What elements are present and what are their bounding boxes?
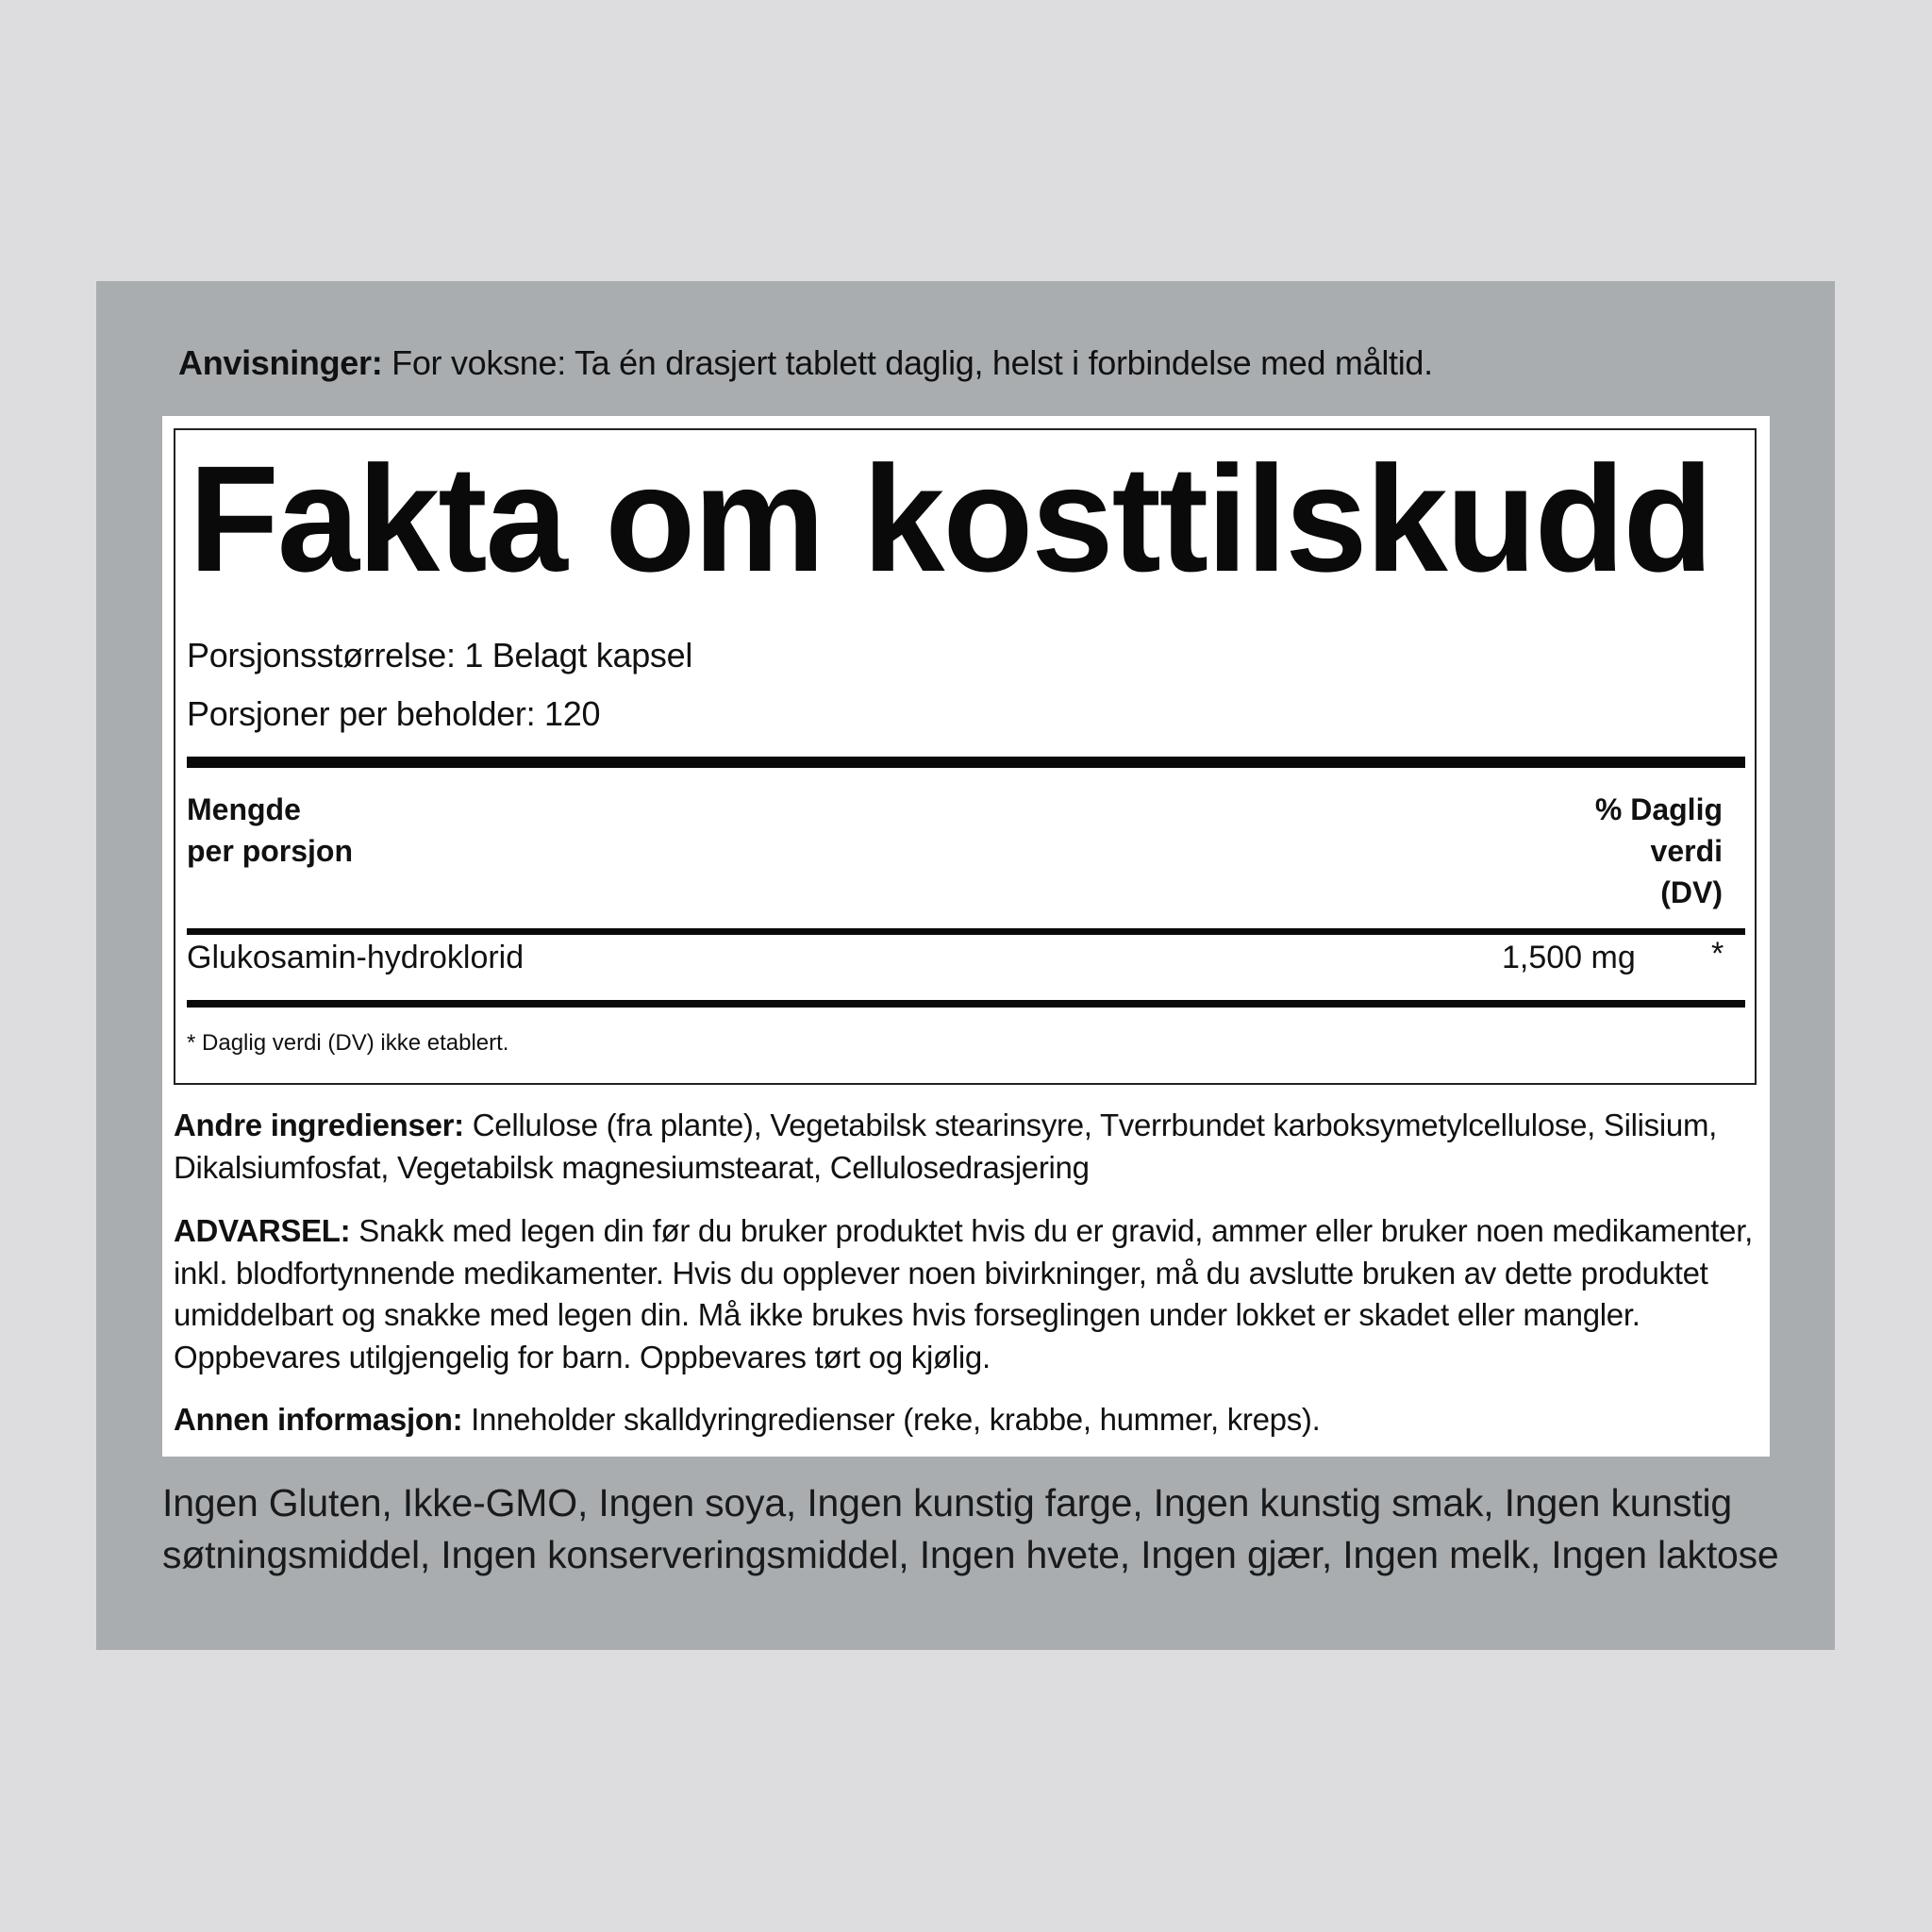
daily-value-header: [1595, 789, 1723, 913]
dv-header-line1: % Daglig: [1594, 792, 1723, 826]
thick-divider: [187, 757, 1745, 768]
amount-header-line1: Mengde: [187, 792, 301, 826]
facts-title: Fakta om kosttilskudd: [189, 434, 1712, 603]
dv-header-line2: verdi: [1650, 834, 1723, 868]
free-from-claims: Ingen Gluten, Ikke-GMO, Ingen soya, Ingen kunstig farge, Ingen kunstig smak, Ingen kunstig søtningsmiddel, Ingen konserveringsmiddel, Ingen hvete, Ingen gjær, Ingen melk, Ingen laktose: [162, 1481, 1779, 1576]
directions-label: Anvisninger:: [178, 343, 383, 382]
other-info-label: Annen informasjon:: [174, 1402, 463, 1437]
amount-per-serving-header: [187, 789, 353, 872]
serving-size: Porsjonsstørrelse: 1 Belagt kapsel: [187, 636, 693, 675]
dv-header-line3: (DV): [1660, 875, 1723, 909]
amount-header-line2: per porsjon: [187, 834, 354, 868]
ingredient-dv: *: [1711, 936, 1724, 972]
supplement-facts-box: [174, 428, 1757, 1085]
header-divider: [187, 928, 1745, 935]
bottom-divider: [187, 1000, 1745, 1008]
warning-text: Snakk med legen din før du bruker produktet hvis du er gravid, ammer eller bruker noen medikamenter, inkl. blodfortynnende medikamenter. Hvis du opplever noen bivirkninger, må du avslutte bruken av dette produktet umiddelbart og snakke med legen din. Må ikke brukes hvis forseglingen under lokket er skadet eller mangler. Oppbevares utilgjengelig for barn. Oppbevares tørt og kjølig.: [174, 1213, 1753, 1374]
directions-body: For voksne: Ta én drasjert tablett daglig, helst i forbindelse med måltid.: [382, 343, 1433, 382]
warning-label: ADVARSEL:: [174, 1213, 351, 1248]
dv-footnote: * Daglig verdi (DV) ikke etablert.: [187, 1030, 509, 1056]
ingredient-amount: 1,500 mg: [1502, 940, 1636, 975]
other-info: [174, 1399, 1768, 1441]
other-info-text: Inneholder skalldyringredienser (reke, krabbe, hummer, kreps).: [462, 1402, 1321, 1437]
servings-per-container: Porsjoner per beholder: 120: [187, 694, 601, 733]
directions-text: [178, 343, 1433, 383]
other-ingredients-label: Andre ingredienser:: [174, 1108, 464, 1142]
other-ingredients: [174, 1105, 1768, 1189]
ingredient-name: Glukosamin-hydroklorid: [187, 940, 525, 975]
warning: [174, 1210, 1768, 1378]
other-ingredients-text: Cellulose (fra plante), Vegetabilsk stearinsyre, Tverrbundet karboksymetylcellulose, Silisium, Dikalsiumfosfat, Vegetabilsk magnesiumstearat, Cellulosedrasjering: [174, 1108, 1718, 1185]
